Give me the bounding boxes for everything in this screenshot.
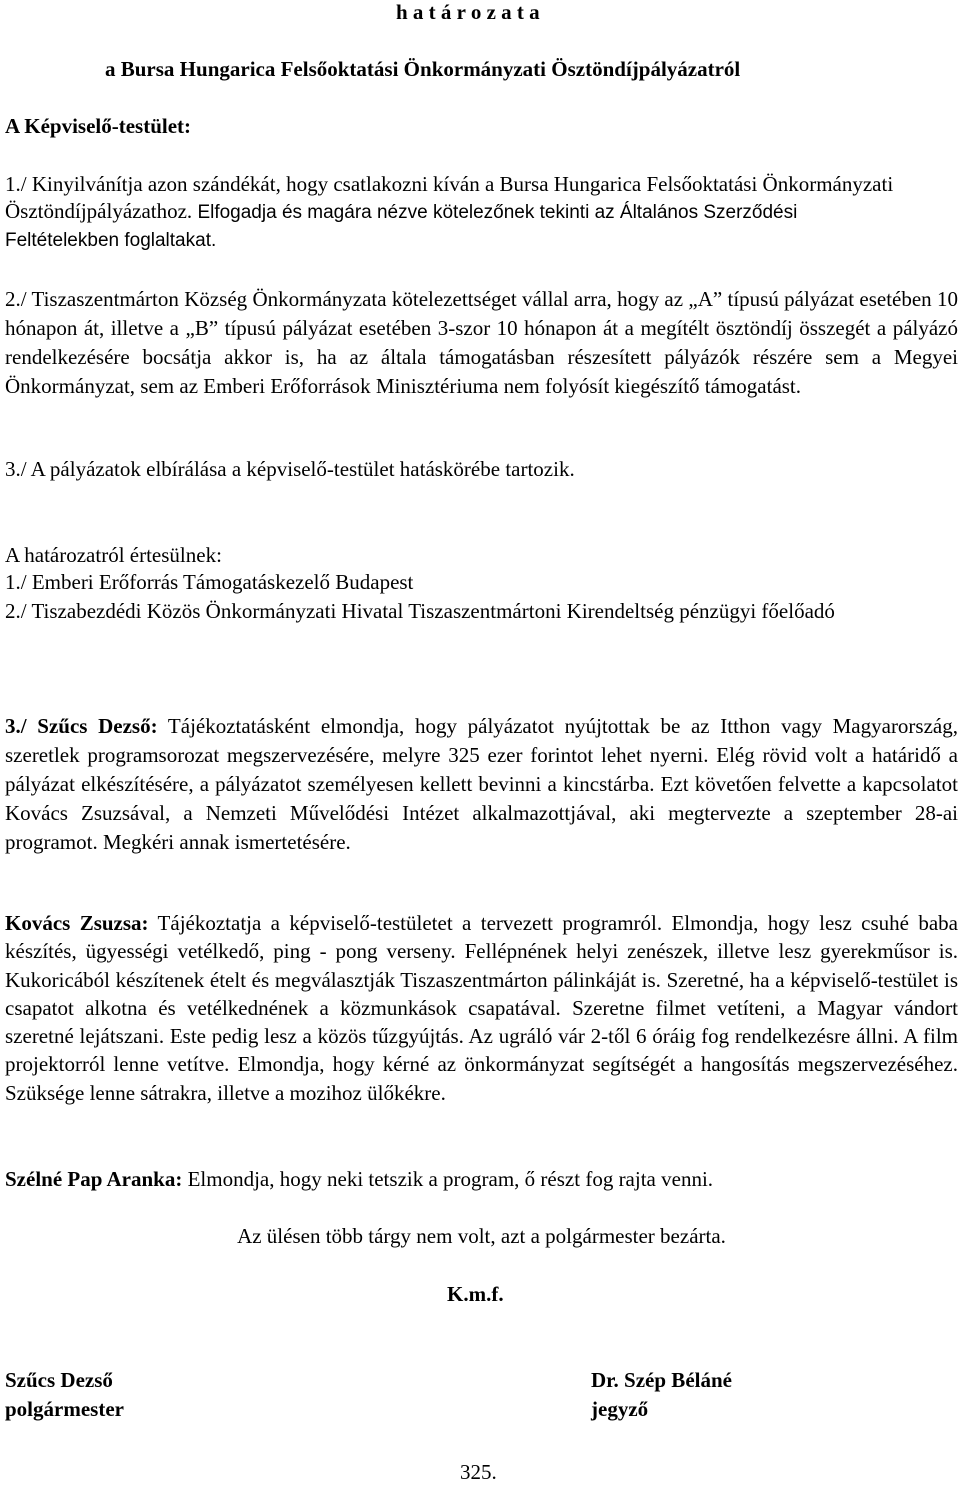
resolution-item-2: 2./ Tiszaszentmárton Község Önkormányzata kötelezettséget vállal arra, hogy az „A” típusú pályázat esetében 10 hónapon át, illetve a „B” típusú pályázat esetében 3-szor 10 hónapon át a megítélt ösztöndíj összegét a pályázó rendelkezésére bocsátja akkor is, ha az általa támogatásban részesített pályázók részére sem a Megyei Önkormányzat, sem az Emberi Erőforrások Minisztériuma nem folyósít kiegészítő támogatást. [5, 287, 958, 398]
resolution-title: h a t á r o z a t a [396, 0, 540, 24]
notify-item-1: 1./ Emberi Erőforrás Támogatáskezelő Budapest [5, 570, 414, 594]
resolution-item-1-acceptance: Elfogadja és magára nézve kötelezőnek tekinti az Általános Szerződési Feltételekben foglaltakat. [5, 202, 798, 251]
closing-statement: Az ülésen több tárgy nem volt, azt a polgármester bezárta. [237, 1224, 726, 1248]
resolution-subtitle: a Bursa Hungarica Felsőoktatási Önkormányzati Ösztöndíjpályázatról [105, 57, 741, 81]
agenda-3-speaker: 3./ Szűcs Dezső: [5, 714, 158, 738]
notify-item-2: 2./ Tiszabezdédi Közös Önkormányzati Hivatal Tiszaszentmártoni Kirendeltség pénzügyi főelőadó [5, 599, 835, 623]
kovacs-speaker: Kovács Zsuzsa: [5, 911, 149, 935]
resolution-item-3: 3./ A pályázatok elbírálása a képviselő-testület hatáskörébe tartozik. [5, 457, 575, 481]
notify-heading: A határozatról értesülnek: [5, 543, 222, 567]
kmf-label: K.m.f. [447, 1282, 504, 1306]
szelne-speaker: Szélné Pap Aranka: [5, 1167, 183, 1191]
agenda-3-paragraph [5, 712, 958, 857]
kovacs-paragraph [5, 909, 958, 1107]
kovacs-text: Tájékoztatja a képviselő-testületet a tervezett programról. Elmondja, hogy lesz csuhé baba készítés, ügyességi vetélkedő, ping - pong verseny. Fellépnének helyi zenészek, illetve lesz gyerekműsor is. Kukoricából készítenek ételt és megválasztják Tiszaszentmárton pálinkáját is. Szeretné, ha a képviselő-testület is csapatot alkotna és vetélkednének a közmunkások csapatával. Szeretne filmet vetíteni, a Magyar vándort szeretné lejátszani. Este pedig lesz a közös tűzgyújtás. Az ugráló vár 2-től 6 óráig fog rendelkezésre állni. A film projektorról lenne vetítve. Elmondja, hogy kérné az önkormányzat segítségét a hangosítás megszervezéséhez. Szüksége lenne sátrakra, illetve a mozihoz ülőkékre. [5, 911, 958, 1105]
resolution-item-1-text: 1./ Kinyilvánítja azon szándékát, hogy csatlakozni kíván a Bursa Hungarica Felsőoktatási Önkormányzati Ösztöndíjpályázathoz. [5, 172, 894, 223]
page-number: 325. [460, 1460, 497, 1484]
signature-right-name: Dr. Szép Béláné [591, 1368, 732, 1392]
notify-section [5, 542, 222, 569]
agenda-3-text: Tájékoztatásként elmondja, hogy pályázatot nyújtottak be az Itthon vagy Magyarország, szeretlek programsorozat megszervezésére, melyre 325 ezer forintot lehet nyerni. Elég rövid volt a határidő a pályázat elkészítésére, a pályázatot személyesen kellett bevinni a kincstárba. Ezt követően felvette a kapcsolatot Kovács Zsuzsával, a Nemzeti Művelődési Intézet alkalmazottjával, aki megtervezte a szeptember 28-ai programot. Megkéri annak ismertetésére. [5, 714, 958, 854]
signature-right-title: jegyző [591, 1397, 649, 1421]
body-label: A Képviselő-testület: [5, 114, 192, 138]
signature-left-name: Szűcs Dezső [5, 1368, 113, 1392]
szelne-text: Elmondja, hogy neki tetszik a program, ő részt fog rajta venni. [182, 1167, 714, 1191]
resolution-item-1 [5, 171, 905, 254]
signature-left-title: polgármester [5, 1397, 124, 1421]
szelne-paragraph [5, 1166, 958, 1193]
